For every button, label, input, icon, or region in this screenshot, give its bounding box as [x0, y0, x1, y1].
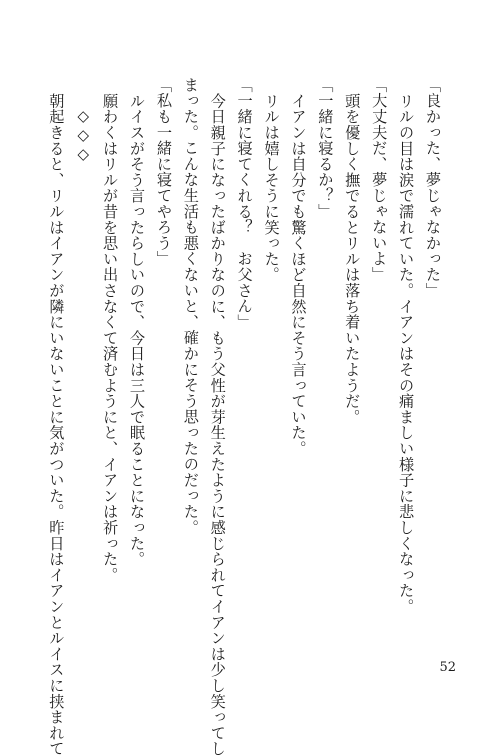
vertical-text-body [47, 77, 446, 756]
narration-line: ルイスがそう言ったらしいので、今日は三人で眠ることになった。 [128, 92, 147, 567]
dialogue-line: 「一緒に寝るか？」 [316, 77, 335, 220]
dialogue-line: 「一緒に寝てくれる？ お父さん」 [235, 77, 254, 330]
narration-line: リルの目は涙で濡れていた。イアンはその痛ましい様子に悲しくなった。 [397, 92, 416, 615]
dialogue-line: 「私も一緒に寝てやろう」 [154, 77, 173, 267]
narration-line: 頭を優しく撫でるとリルは落ち着いたようだ。 [343, 92, 362, 425]
narration-line: 願わくはリルが昔を思い出さなくて済むようにと、イアンは祈った。 [101, 92, 120, 583]
narration-line: イアンは自分でも驚くほど自然にそう言っていた。 [289, 92, 308, 457]
dialogue-line: 「良かった、夢じゃなかった」 [424, 77, 442, 299]
narration-line: リルは嬉しそうに笑った。 [262, 92, 281, 283]
narration-line-continued: まった。こんな生活も悪くないと、確かにそう思ったのだった。 [181, 77, 200, 536]
scene-separator: ◇◇◇ [74, 107, 93, 164]
page-number: 52 [439, 660, 456, 675]
narration-line: 今日親子になったばかりなのに、もう父性が芽生えたように感じられてイアンは少し笑ってし [208, 92, 227, 756]
narration-line: 朝起きると、リルはイアンが隣にいないことに気がついた。昨日はイアンとルイスに挟まれて [47, 92, 66, 756]
dialogue-line: 「大丈夫だ、夢じゃないよ」 [370, 77, 389, 283]
